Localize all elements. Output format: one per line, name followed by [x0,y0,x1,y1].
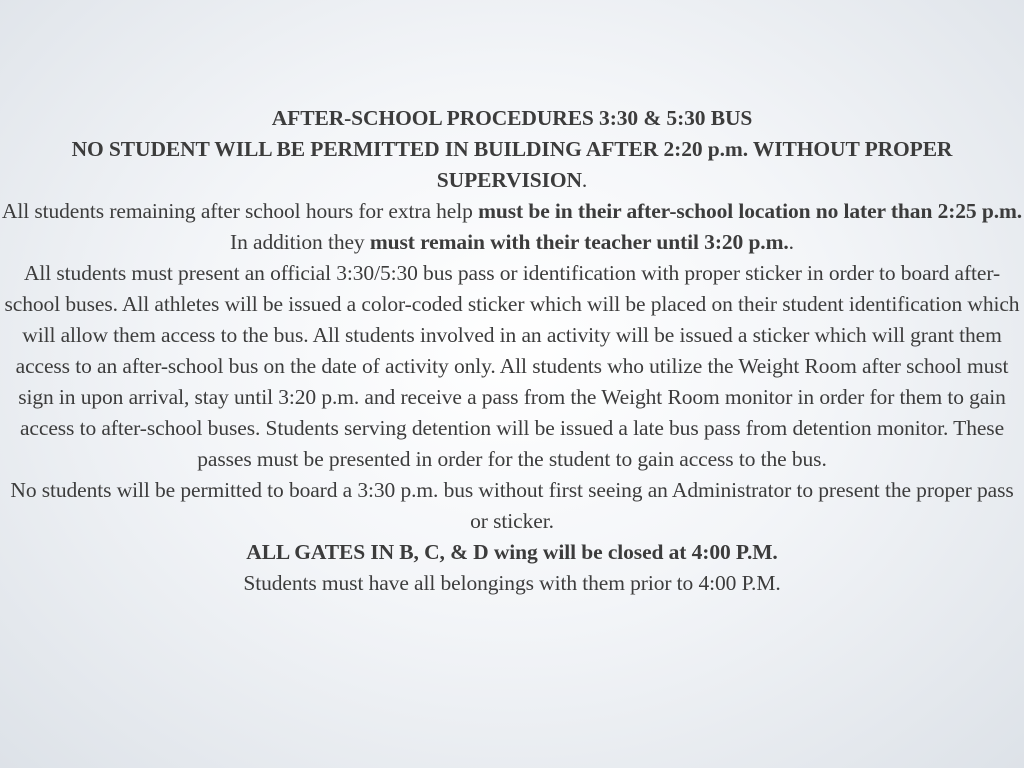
belongings-notice: Students must have all belongings with them prior to 4:00 P.M. [243,571,781,595]
slide-body [0,103,1024,599]
extra-help-paragraph: All students remaining after school hours for extra help must be in their after-school location no later than 2:25 p.m. In addition they must remain with their teacher until 3:20 p.m.. [1,199,1023,254]
administrator-paragraph: No students will be permitted to board a 3:30 p.m. bus without first seeing an Administrator to present the proper pass or sticker. [10,478,1014,533]
supervision-warning: NO STUDENT WILL BE PERMITTED IN BUILDING AFTER 2:20 p.m. WITHOUT PROPER SUPERVISION. [71,137,953,192]
bus-pass-paragraph: All students must present an official 3:30/5:30 bus pass or identification with proper sticker in order to board after-school buses. All athletes will be issued a color-coded sticker which will be placed on their student identification which will allow them access to the bus. All students involved in an activity will be issued a sticker which will grant them access to an after-school bus on the date of activity only. All students who utilize the Weight Room after school must sign in upon arrival, stay until 3:20 p.m. and receive a pass from the Weight Room monitor in order for them to gain access to after-school buses. Students serving detention will be issued a late bus pass from detention monitor. These passes must be presented in order for the student to gain access to the bus. [4,261,1020,471]
gates-closing-notice: ALL GATES IN B, C, & D wing will be closed at 4:00 P.M. [246,540,778,564]
slide-title: AFTER-SCHOOL PROCEDURES 3:30 & 5:30 BUS [271,106,753,130]
